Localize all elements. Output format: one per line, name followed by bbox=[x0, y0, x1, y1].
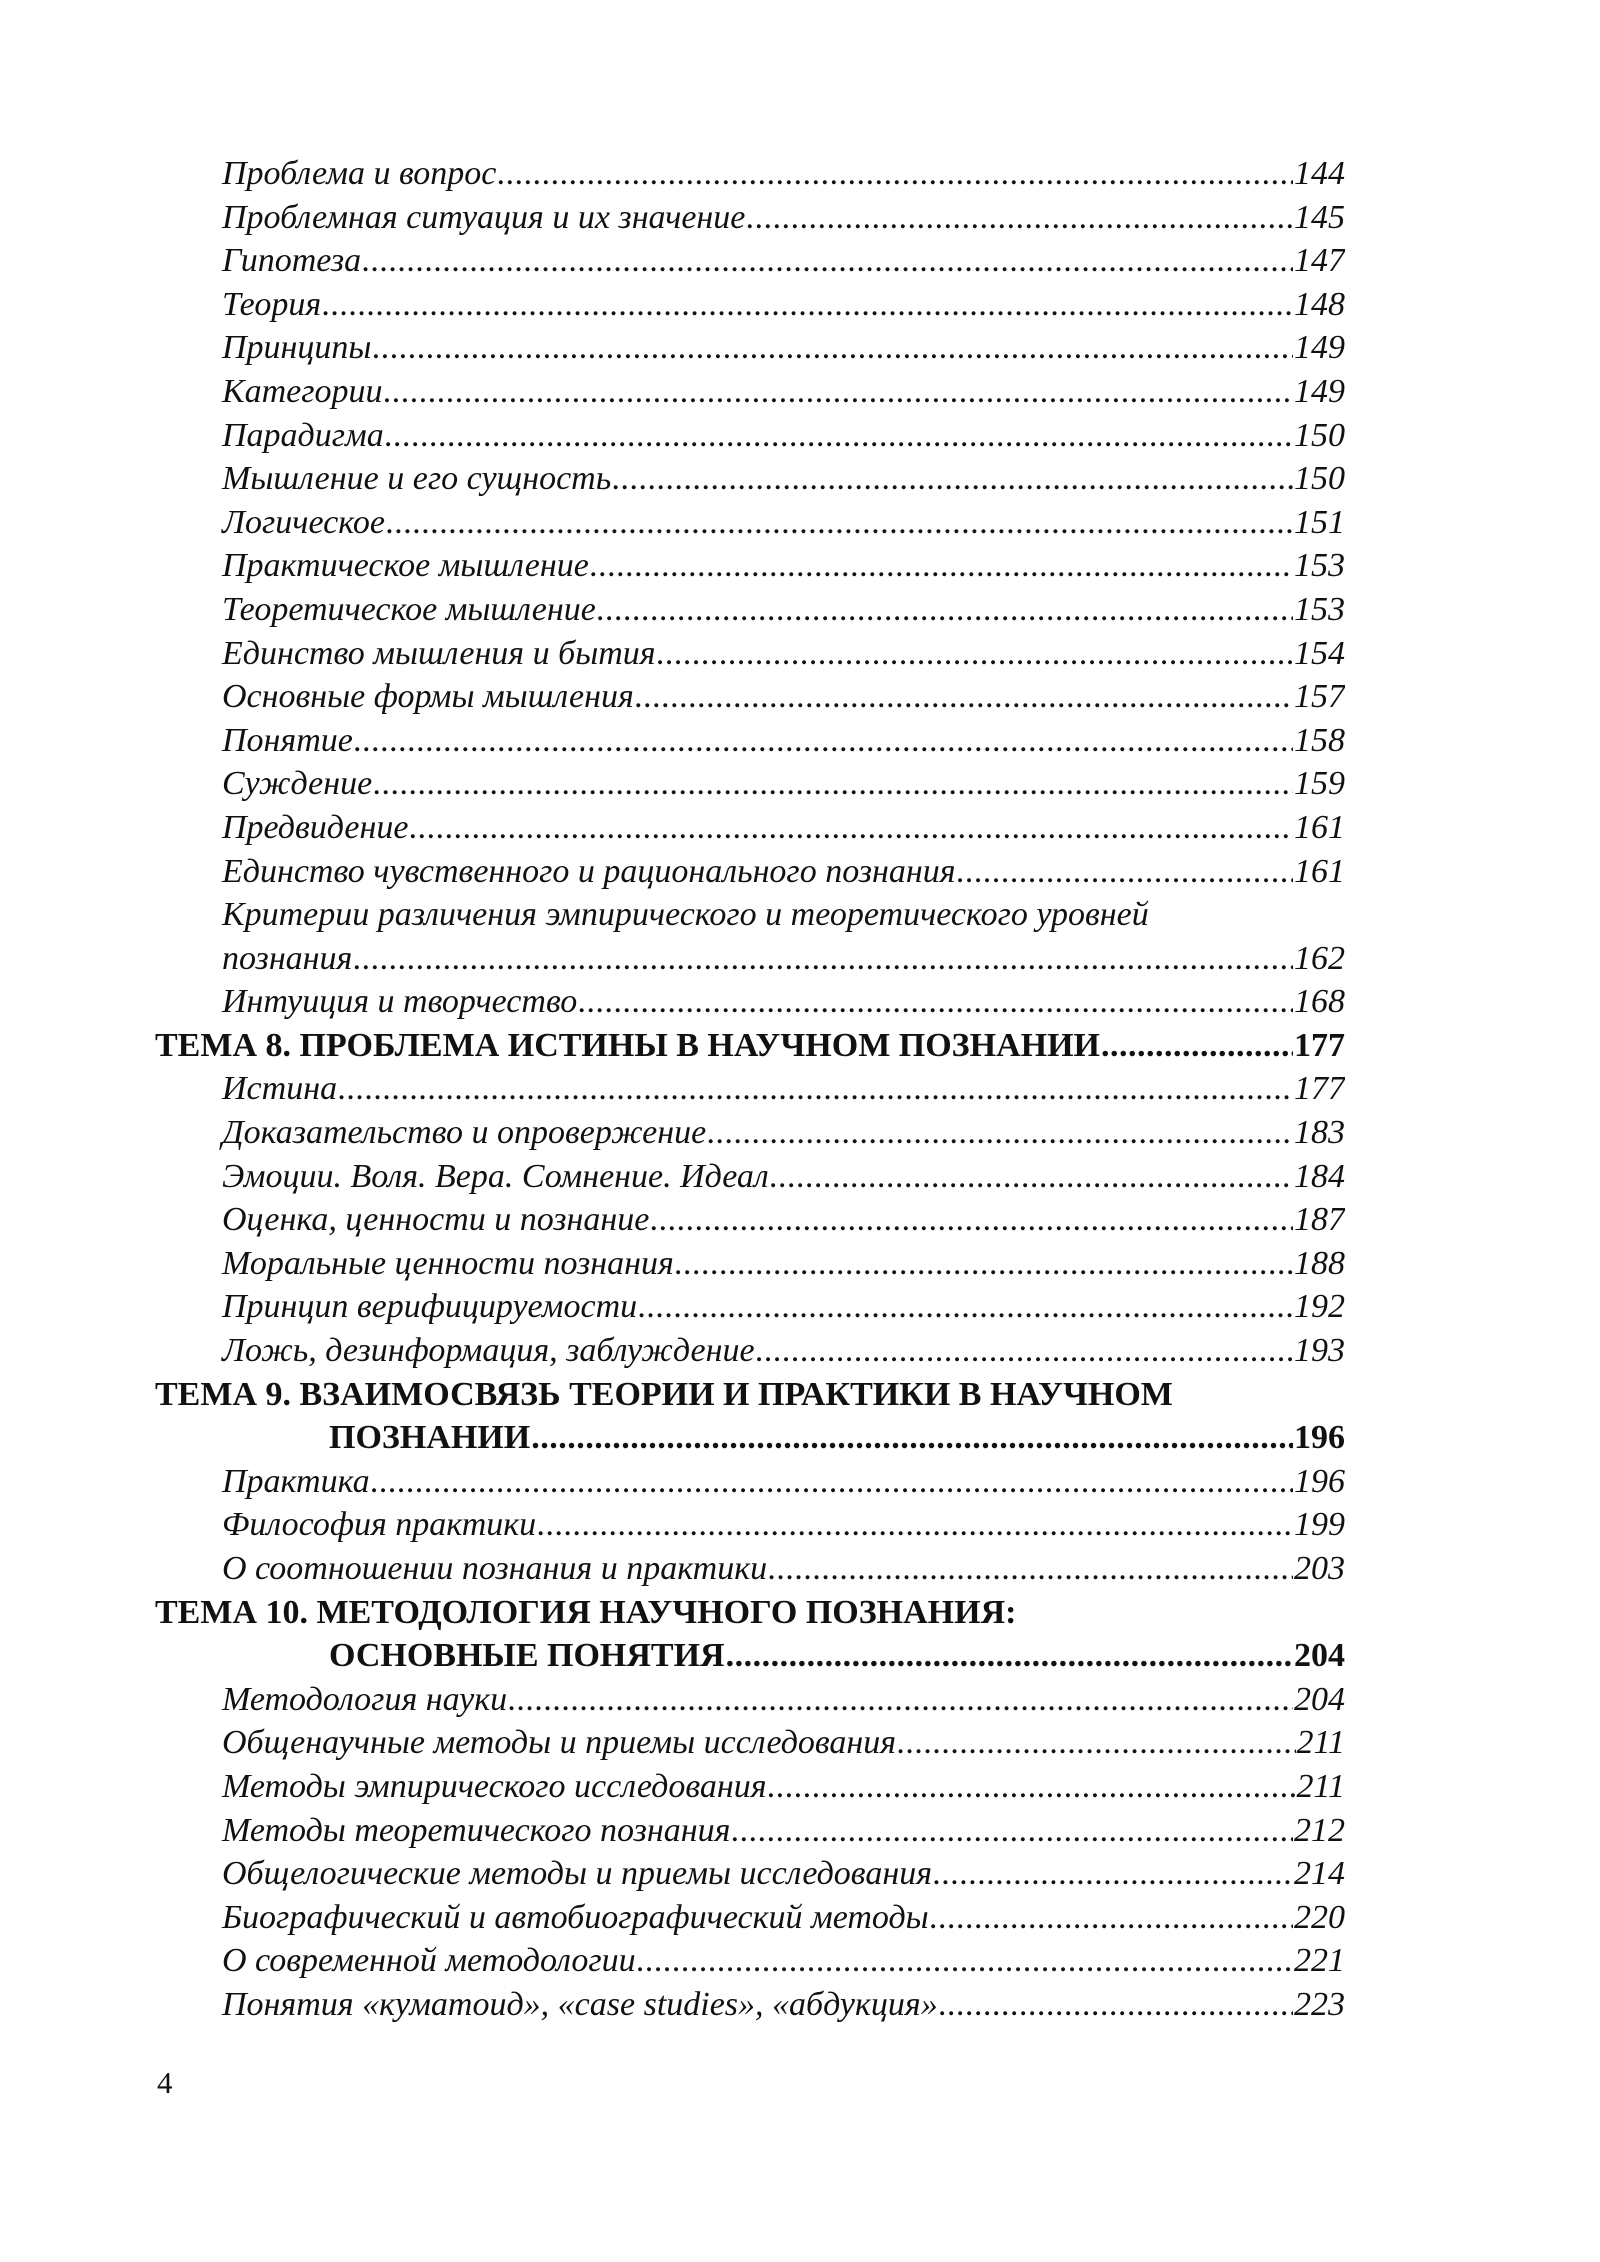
toc-dot-leader bbox=[372, 326, 1293, 370]
toc-page-number: 158 bbox=[1293, 719, 1345, 763]
toc-page-number: 199 bbox=[1293, 1503, 1345, 1547]
toc-entry-title-line: Критерии различения эмпирического и теоретического уровней bbox=[222, 896, 1149, 934]
toc-entry-title: Общелогические методы и приемы исследования bbox=[222, 1852, 933, 1896]
toc-entry bbox=[155, 1721, 1345, 1765]
toc-dot-leader bbox=[385, 414, 1293, 458]
toc-leader-line bbox=[222, 1721, 1345, 1765]
toc-entry-title: Практическое мышление bbox=[222, 544, 590, 588]
toc-entry bbox=[155, 762, 1345, 806]
toc-page-number: 161 bbox=[1293, 806, 1345, 850]
toc-entry bbox=[155, 501, 1345, 545]
toc-entry-title: Понятия «куматоид», «case studies», «абдукция» bbox=[222, 1983, 939, 2027]
toc-entry bbox=[155, 850, 1345, 894]
toc-dot-leader bbox=[531, 1416, 1293, 1460]
toc-dot-leader bbox=[957, 850, 1293, 894]
toc-page-number: 177 bbox=[1293, 1067, 1345, 1111]
toc-dot-leader bbox=[386, 501, 1293, 545]
page-number: 4 bbox=[157, 2065, 173, 2100]
toc-dot-leader bbox=[371, 1460, 1293, 1504]
toc-entry-title: Эмоции. Воля. Вера. Сомнение. Идеал bbox=[222, 1155, 770, 1199]
toc-leader-line bbox=[222, 326, 1345, 370]
toc-entry-title: ПОЗНАНИИ bbox=[329, 1416, 531, 1460]
toc-entry bbox=[155, 1852, 1345, 1896]
toc-leader-line bbox=[222, 588, 1345, 632]
toc-page-number: 196 bbox=[1293, 1460, 1345, 1504]
toc-dot-leader bbox=[939, 1983, 1293, 2027]
toc-entry-title: Теоретическое мышление bbox=[222, 588, 597, 632]
toc-entry-title-line: ТЕМА 9. ВЗАИМОСВЯЗЬ ТЕОРИИ И ПРАКТИКИ В НАУЧНОМ bbox=[155, 1375, 1173, 1413]
toc-entry bbox=[155, 457, 1345, 501]
toc-entry-title: Интуиция и творчество bbox=[222, 980, 578, 1024]
toc-chapter-heading bbox=[155, 1024, 1345, 1068]
toc-page-number: 204 bbox=[1293, 1634, 1345, 1678]
toc-dot-leader bbox=[354, 719, 1293, 763]
toc-page-number: 220 bbox=[1293, 1896, 1345, 1940]
toc-page-number: 187 bbox=[1293, 1198, 1345, 1242]
toc-page-number: 154 bbox=[1293, 632, 1345, 676]
toc-entry bbox=[155, 1983, 1345, 2027]
toc-dot-leader bbox=[384, 370, 1294, 414]
toc-entry bbox=[155, 1939, 1345, 1983]
toc-dot-leader bbox=[497, 152, 1293, 196]
toc-page-number: 145 bbox=[1293, 196, 1345, 240]
toc-entry-title: Теория bbox=[222, 283, 322, 327]
toc-chapter-heading bbox=[155, 1591, 1345, 1678]
toc-page-number: 211 bbox=[1296, 1721, 1345, 1765]
toc-entry bbox=[155, 980, 1345, 1024]
toc-entry-title: ТЕМА 8. ПРОБЛЕМА ИСТИНЫ В НАУЧНОМ ПОЗНАНИИ bbox=[155, 1024, 1101, 1068]
toc-entry bbox=[155, 806, 1345, 850]
toc-dot-leader bbox=[637, 1939, 1293, 1983]
toc-entry-title: О соотношении познания и практики bbox=[222, 1547, 768, 1591]
toc-entry bbox=[155, 544, 1345, 588]
toc-entry bbox=[155, 893, 1345, 980]
toc-entry-title: Понятие bbox=[222, 719, 354, 763]
toc-page-number: 151 bbox=[1293, 501, 1345, 545]
toc-dot-leader bbox=[612, 457, 1293, 501]
toc-leader-line bbox=[222, 806, 1345, 850]
toc-entry-title: Методы эмпирического исследования bbox=[222, 1765, 768, 1809]
toc-leader-line bbox=[222, 632, 1345, 676]
toc-dot-leader bbox=[756, 1329, 1293, 1373]
toc-entry-title: Единство мышления и бытия bbox=[222, 632, 657, 676]
toc-dot-leader bbox=[675, 1242, 1293, 1286]
toc-dot-leader bbox=[353, 937, 1293, 981]
toc-dot-leader bbox=[768, 1547, 1293, 1591]
toc-entry bbox=[155, 414, 1345, 458]
toc-entry bbox=[155, 1285, 1345, 1329]
toc-entry-title: Доказательство и опровержение bbox=[222, 1111, 707, 1155]
toc-dot-leader bbox=[638, 1285, 1293, 1329]
toc-entry bbox=[155, 326, 1345, 370]
toc-entry bbox=[155, 1242, 1345, 1286]
toc-leader-line bbox=[222, 196, 1345, 240]
toc-page-number: 168 bbox=[1293, 980, 1345, 1024]
toc-dot-leader bbox=[409, 806, 1293, 850]
toc-entry-title: Мышление и его сущность bbox=[222, 457, 612, 501]
toc-dot-leader bbox=[897, 1721, 1295, 1765]
toc-leader-line bbox=[329, 1634, 1345, 1678]
toc-entry bbox=[155, 632, 1345, 676]
toc-page-number: 153 bbox=[1293, 588, 1345, 632]
toc-page-number: 211 bbox=[1296, 1765, 1345, 1809]
toc-entry-title: Ложь, дезинформация, заблуждение bbox=[222, 1329, 756, 1373]
toc-entry bbox=[155, 239, 1345, 283]
toc-entry-title: Методология науки bbox=[222, 1678, 508, 1722]
toc-entry bbox=[155, 719, 1345, 763]
toc-page-number: 162 bbox=[1293, 937, 1345, 981]
toc-entry-title: Принцип верифицируемости bbox=[222, 1285, 638, 1329]
toc-dot-leader bbox=[338, 1067, 1293, 1111]
toc-leader-line bbox=[222, 501, 1345, 545]
toc-dot-leader bbox=[746, 196, 1293, 240]
toc-page-number: 184 bbox=[1293, 1155, 1345, 1199]
toc-leader-line bbox=[222, 1852, 1345, 1896]
toc-page-number: 150 bbox=[1293, 414, 1345, 458]
toc-page-number: 177 bbox=[1293, 1024, 1345, 1068]
toc-leader-line bbox=[222, 1285, 1345, 1329]
toc-entry-title: Категории bbox=[222, 370, 384, 414]
toc-page-number: 204 bbox=[1293, 1678, 1345, 1722]
toc-dot-leader bbox=[933, 1852, 1293, 1896]
toc-page-number: 183 bbox=[1293, 1111, 1345, 1155]
toc-dot-leader bbox=[768, 1765, 1296, 1809]
toc-leader-line bbox=[222, 980, 1345, 1024]
toc-leader-line bbox=[222, 675, 1345, 719]
toc-entry bbox=[155, 1809, 1345, 1853]
toc-entry-title: Моральные ценности познания bbox=[222, 1242, 675, 1286]
table-of-contents bbox=[155, 152, 1345, 2027]
toc-leader-line bbox=[222, 1111, 1345, 1155]
toc-dot-leader bbox=[731, 1809, 1293, 1853]
toc-dot-leader bbox=[650, 1198, 1293, 1242]
toc-page-number: 149 bbox=[1293, 370, 1345, 414]
toc-dot-leader bbox=[597, 588, 1293, 632]
toc-entry bbox=[155, 1329, 1345, 1373]
toc-dot-leader bbox=[635, 675, 1293, 719]
toc-leader-line bbox=[222, 457, 1345, 501]
toc-entry-title: Биографический и автобиографический методы bbox=[222, 1896, 930, 1940]
toc-leader-line bbox=[222, 1155, 1345, 1199]
toc-leader-line bbox=[222, 762, 1345, 806]
toc-entry bbox=[155, 675, 1345, 719]
toc-entry bbox=[155, 1765, 1345, 1809]
toc-entry bbox=[155, 1067, 1345, 1111]
toc-dot-leader bbox=[362, 239, 1293, 283]
toc-dot-leader bbox=[508, 1678, 1293, 1722]
toc-dot-leader bbox=[657, 632, 1293, 676]
toc-entry bbox=[155, 1678, 1345, 1722]
toc-leader-line bbox=[222, 283, 1345, 327]
toc-page-number: 161 bbox=[1293, 850, 1345, 894]
toc-dot-leader bbox=[930, 1896, 1293, 1940]
toc-leader-line bbox=[155, 1024, 1345, 1068]
toc-page-number: 223 bbox=[1293, 1983, 1345, 2027]
toc-leader-line bbox=[222, 1198, 1345, 1242]
toc-dot-leader bbox=[373, 762, 1293, 806]
toc-entry-title: ОСНОВНЫЕ ПОНЯТИЯ bbox=[329, 1634, 726, 1678]
toc-page-number: 221 bbox=[1293, 1939, 1345, 1983]
toc-page-number: 212 bbox=[1293, 1809, 1345, 1853]
toc-chapter-heading bbox=[155, 1373, 1345, 1460]
toc-entry-title: Гипотеза bbox=[222, 239, 362, 283]
toc-entry bbox=[155, 152, 1345, 196]
toc-entry-title: Практика bbox=[222, 1460, 371, 1504]
toc-entry-title: Оценка, ценности и познание bbox=[222, 1198, 650, 1242]
toc-dot-leader bbox=[770, 1155, 1293, 1199]
toc-entry bbox=[155, 1460, 1345, 1504]
toc-leader-line bbox=[222, 1329, 1345, 1373]
toc-leader-line bbox=[222, 152, 1345, 196]
toc-entry bbox=[155, 1198, 1345, 1242]
toc-entry-title: Истина bbox=[222, 1067, 338, 1111]
toc-page-number: 188 bbox=[1293, 1242, 1345, 1286]
toc-entry bbox=[155, 370, 1345, 414]
toc-leader-line bbox=[222, 1983, 1345, 2027]
toc-dot-leader bbox=[537, 1503, 1293, 1547]
toc-entry-title: Суждение bbox=[222, 762, 373, 806]
toc-page-number: 192 bbox=[1293, 1285, 1345, 1329]
toc-leader-line bbox=[222, 239, 1345, 283]
toc-entry bbox=[155, 1547, 1345, 1591]
toc-leader-line bbox=[222, 1503, 1345, 1547]
toc-leader-line bbox=[222, 1765, 1345, 1809]
toc-leader-line bbox=[222, 937, 1345, 981]
toc-entry bbox=[155, 1503, 1345, 1547]
toc-leader-line bbox=[222, 1460, 1345, 1504]
toc-leader-line bbox=[222, 719, 1345, 763]
toc-entry bbox=[155, 283, 1345, 327]
toc-leader-line bbox=[222, 1547, 1345, 1591]
toc-leader-line bbox=[222, 1896, 1345, 1940]
toc-entry-title: Методы теоретического познания bbox=[222, 1809, 731, 1853]
toc-dot-leader bbox=[1101, 1024, 1293, 1068]
toc-leader-line bbox=[222, 414, 1345, 458]
toc-page-number: 196 bbox=[1293, 1416, 1345, 1460]
toc-entry bbox=[155, 1111, 1345, 1155]
toc-page-number: 153 bbox=[1293, 544, 1345, 588]
toc-entry-title: Проблема и вопрос bbox=[222, 152, 497, 196]
toc-page-number: 214 bbox=[1293, 1852, 1345, 1896]
toc-leader-line bbox=[222, 1242, 1345, 1286]
toc-entry-title: Парадигма bbox=[222, 414, 385, 458]
toc-page-number: 144 bbox=[1293, 152, 1345, 196]
toc-leader-line bbox=[329, 1416, 1345, 1460]
toc-entry bbox=[155, 196, 1345, 240]
toc-page-number: 147 bbox=[1293, 239, 1345, 283]
toc-page-number: 148 bbox=[1293, 283, 1345, 327]
toc-leader-line bbox=[222, 1678, 1345, 1722]
toc-dot-leader bbox=[578, 980, 1293, 1024]
toc-dot-leader bbox=[707, 1111, 1293, 1155]
toc-page-number: 203 bbox=[1293, 1547, 1345, 1591]
toc-leader-line bbox=[222, 1809, 1345, 1853]
toc-entry bbox=[155, 1896, 1345, 1940]
toc-entry-title-line: ТЕМА 10. МЕТОДОЛОГИЯ НАУЧНОГО ПОЗНАНИЯ: bbox=[155, 1593, 1017, 1631]
toc-entry-title: Проблемная ситуация и их значение bbox=[222, 196, 746, 240]
toc-dot-leader bbox=[590, 544, 1293, 588]
toc-entry-title: Единство чувственного и рационального познания bbox=[222, 850, 957, 894]
toc-entry-title: познания bbox=[222, 937, 353, 981]
toc-leader-line bbox=[222, 1939, 1345, 1983]
toc-page-number: 193 bbox=[1293, 1329, 1345, 1373]
toc-entry bbox=[155, 588, 1345, 632]
toc-entry-title: Логическое bbox=[222, 501, 386, 545]
toc-page-number: 150 bbox=[1293, 457, 1345, 501]
toc-entry-title: Общенаучные методы и приемы исследования bbox=[222, 1721, 897, 1765]
toc-entry-title: Основные формы мышления bbox=[222, 675, 635, 719]
toc-page-number: 157 bbox=[1293, 675, 1345, 719]
toc-leader-line bbox=[222, 850, 1345, 894]
toc-entry bbox=[155, 1155, 1345, 1199]
toc-entry-title: О современной методологии bbox=[222, 1939, 637, 1983]
toc-leader-line bbox=[222, 1067, 1345, 1111]
toc-leader-line bbox=[222, 370, 1345, 414]
toc-entry-title: Принципы bbox=[222, 326, 372, 370]
toc-dot-leader bbox=[322, 283, 1293, 327]
toc-entry-title: Философия практики bbox=[222, 1503, 537, 1547]
toc-page-number: 159 bbox=[1293, 762, 1345, 806]
toc-leader-line bbox=[222, 544, 1345, 588]
toc-page-number: 149 bbox=[1293, 326, 1345, 370]
toc-entry-title: Предвидение bbox=[222, 806, 409, 850]
toc-dot-leader bbox=[726, 1634, 1293, 1678]
